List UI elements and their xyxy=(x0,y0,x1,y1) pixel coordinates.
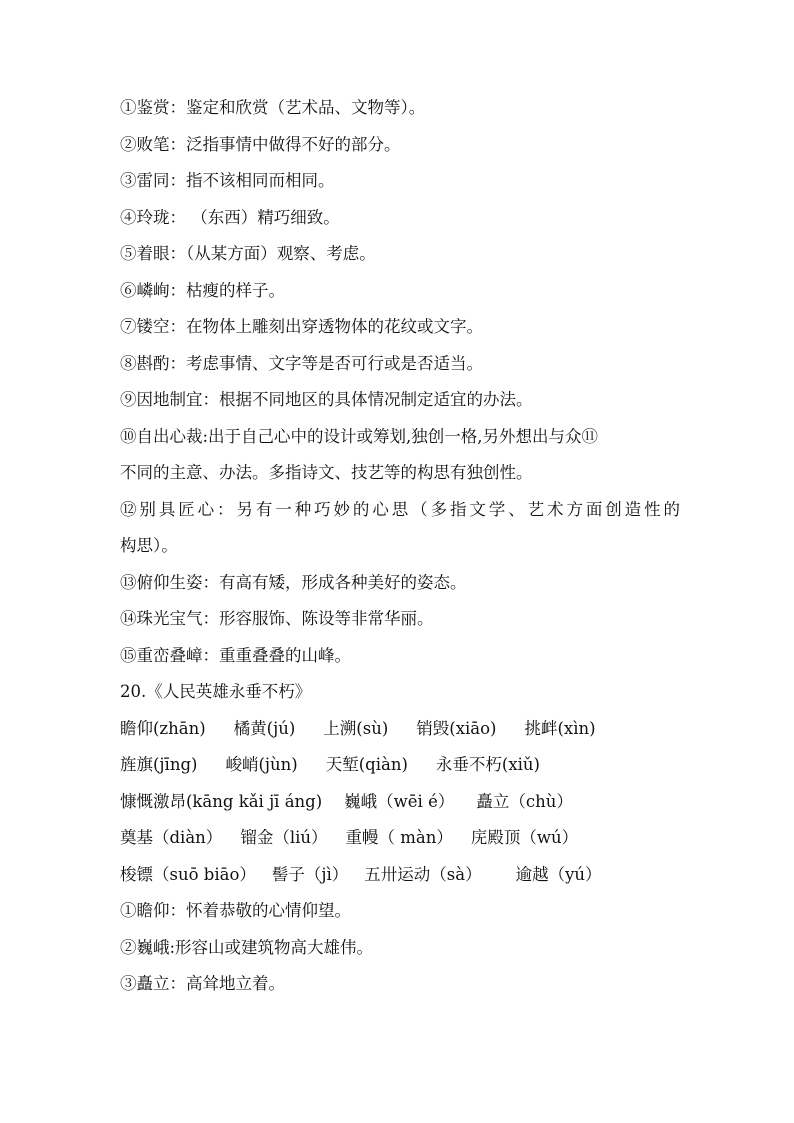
pinyin-word: 天堑(qiàn) xyxy=(325,755,408,774)
pinyin-word: 峻峭(jùn) xyxy=(225,755,298,774)
pinyin-word: 销毁(xiāo) xyxy=(416,718,497,738)
pinyin-word: 瞻仰(zhān) xyxy=(120,718,206,738)
definition-line: ⑦镂空：在物体上雕刻出穿透物体的花纹或文字。 xyxy=(120,317,483,336)
document-page xyxy=(120,90,680,1003)
pinyin-word: 慷慨激昂(kāng kǎi jī áng) xyxy=(120,791,323,811)
pinyin-row xyxy=(120,784,680,821)
definition-line: ⑥嶙峋：枯瘦的样子。 xyxy=(120,280,285,300)
definition-line: ⑩自出心裁:出于自己心中的设计或筹划,独创一格,另外想出与众⑪ xyxy=(120,426,599,446)
definition-line: ⑧斟酌：考虑事情、文字等是否可行或是否适当。 xyxy=(120,353,483,373)
definition-line: ⑨因地制宜：根据不同地区的具体情况制定适宜的办法。 xyxy=(120,390,533,409)
definition-line: ⑫别具匠心：另有一种巧妙的心思（多指文学、艺术方面创造性的 xyxy=(120,499,680,519)
definition-line: ①瞻仰：怀着恭敬的心情仰望。 xyxy=(120,901,351,920)
pinyin-word: 旌旗(jīng) xyxy=(120,755,198,774)
definition-line: ③雷同：指不该相同而相同。 xyxy=(120,171,335,190)
definition-line: ②巍峨:形容山或建筑物高大雄伟。 xyxy=(120,937,374,957)
pinyin-word: 挑衅(xìn) xyxy=(524,718,596,738)
pinyin-word: 矗立（chù） xyxy=(476,791,573,811)
pinyin-word: 梭镖（suō biāo） xyxy=(120,864,256,884)
definition-line: ⑤着眼：（从某方面）观察、考虑。 xyxy=(120,244,376,263)
pinyin-word: 橘黄(jú) xyxy=(233,718,296,738)
pinyin-word: 镏金（liú） xyxy=(240,828,328,847)
pinyin-word: 重幔（ màn） xyxy=(345,828,453,847)
pinyin-word: 五卅运动（sà） xyxy=(364,864,482,884)
definition-line: ⑬俯仰生姿：有高有矮，形成各种美好的姿态。 xyxy=(120,572,467,592)
definition-line: ②败笔：泛指事情中做得不好的部分。 xyxy=(120,134,401,154)
definition-line: ④玲珑： （东西）精巧细致。 xyxy=(120,207,340,227)
definition-line: ①鉴赏：鉴定和欣赏（艺术品、文物等）。 xyxy=(120,98,426,117)
pinyin-word: 奠基（diàn） xyxy=(120,828,223,847)
pinyin-row xyxy=(120,747,680,784)
pinyin-row xyxy=(120,857,680,894)
section-title: 20.《人民英雄永垂不朽》 xyxy=(120,682,312,701)
definition-line: ③矗立：高耸地立着。 xyxy=(120,974,285,993)
pinyin-word: 巍峨（wēi é） xyxy=(344,791,455,811)
pinyin-word: 永垂不朽(xiǔ) xyxy=(435,755,540,774)
pinyin-word: 庑殿顶（wú） xyxy=(470,828,579,847)
pinyin-word: 逾越（yú） xyxy=(515,864,602,884)
definition-line: 不同的主意、办法。多指诗文、技艺等的构思有独创性。 xyxy=(120,463,533,482)
pinyin-word: 上溯(sù) xyxy=(323,718,389,738)
definition-line: 构思）。 xyxy=(120,536,178,555)
pinyin-row xyxy=(120,711,680,748)
pinyin-word: 髻子（jì） xyxy=(271,864,349,884)
definition-line: ⑮重峦叠嶂：重重叠叠的山峰。 xyxy=(120,645,351,665)
pinyin-row xyxy=(120,820,680,857)
definition-line: ⑭珠光宝气：形容服饰、陈设等非常华丽。 xyxy=(120,609,434,628)
